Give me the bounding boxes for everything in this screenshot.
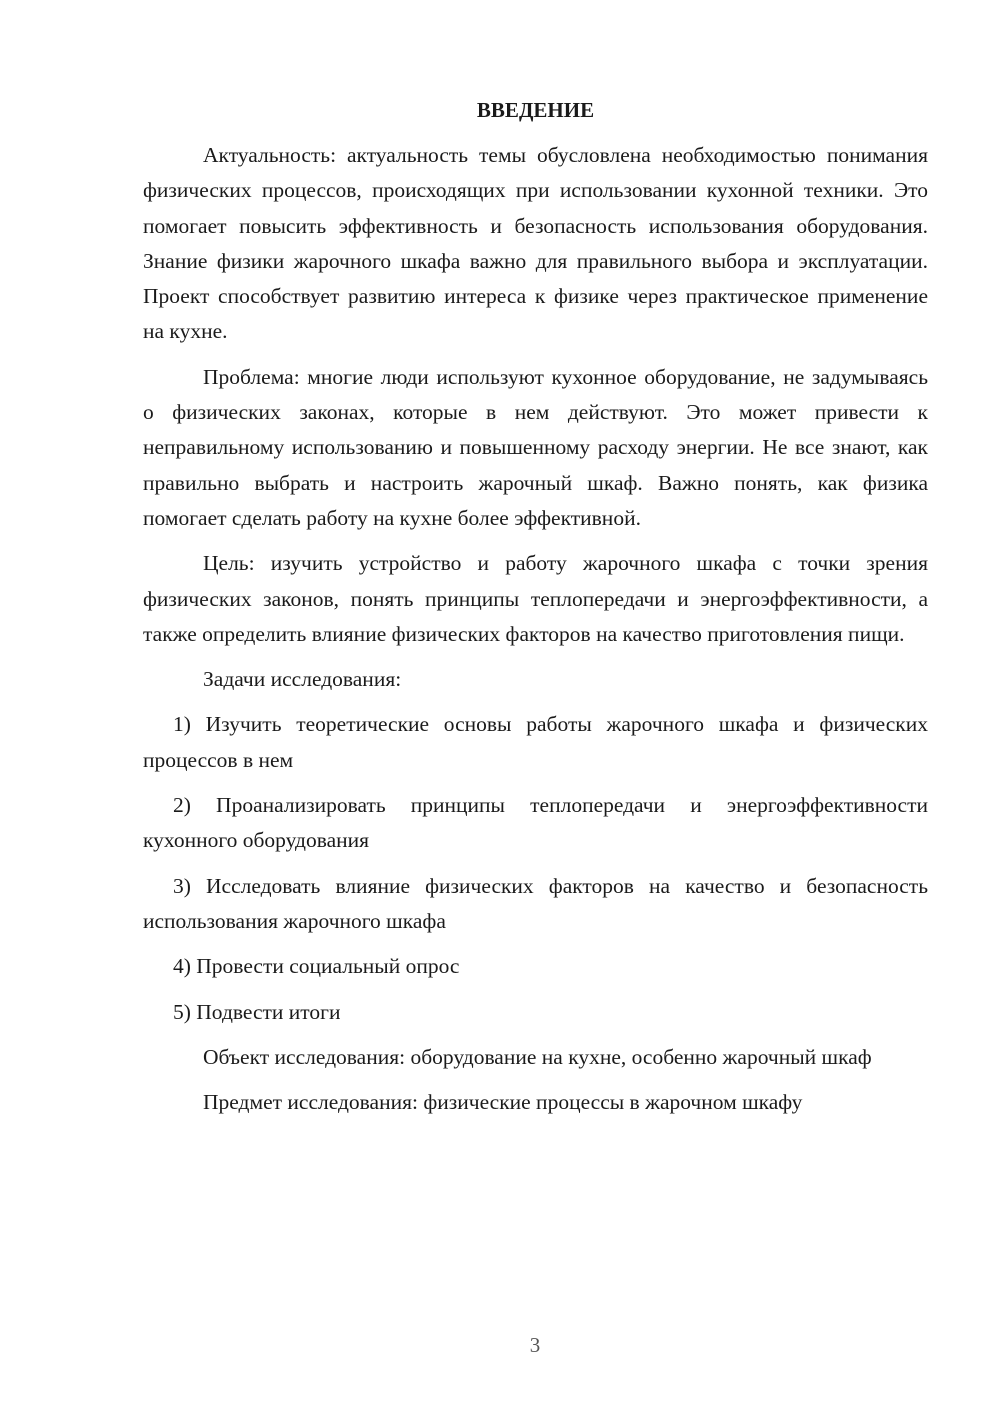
document-page (143, 96, 928, 1130)
list-item-task-1: 1) Изучить теоретические основы работы жарочного шкафа и физических процессов в нем (143, 712, 928, 772)
paragraph-subject: Предмет исследования: физические процессы в жарочном шкафу (203, 1090, 803, 1115)
list-item-task-4: 4) Провести социальный опрос (173, 954, 460, 979)
list-item-task-3: 3) Исследовать влияние физических факторов на качество и безопасность использования жарочного шкафа (143, 873, 928, 933)
list-item-task-2: 2) Проанализировать принципы теплопередачи и энергоэффективности кухонного оборудования (143, 793, 928, 853)
paragraph-problem: Проблема: многие люди используют кухонное оборудование, не задумываясь о физических законах, которые в нем действуют. Это может привести к неправильному использованию и повышенному расходу энергии. Не все знают, как правильно выбрать и настроить жарочный шкаф. Важно понять, как физика помогает сделать работу на кухне более эффективной. (143, 364, 928, 530)
paragraph-object: Объект исследования: оборудование на кухне, особенно жарочный шкаф (203, 1044, 872, 1069)
page-number: 3 (529, 1333, 541, 1357)
paragraph-relevance: Актуальность: актуальность темы обусловлена необходимостью понимания физических процессов, происходящих при использовании кухонной техники. Это помогает повысить эффективность и безопасность использования оборудования. Знание физики жарочного шкафа важно для правильного выбора и эксплуатации. Проект способствует развитию интереса к физике через практическое применение на кухне. (143, 143, 928, 344)
paragraph-tasks-intro: Задачи исследования: (203, 667, 402, 692)
section-heading: ВВЕДЕНИЕ (476, 98, 595, 122)
paragraph-goal: Цель: изучить устройство и работу жарочного шкафа с точки зрения физических законов, понять принципы теплопередачи и энергоэффективности, а также определить влияние физических факторов на качество приготовления пищи. (143, 551, 928, 646)
list-item-task-5: 5) Подвести итоги (173, 999, 341, 1024)
